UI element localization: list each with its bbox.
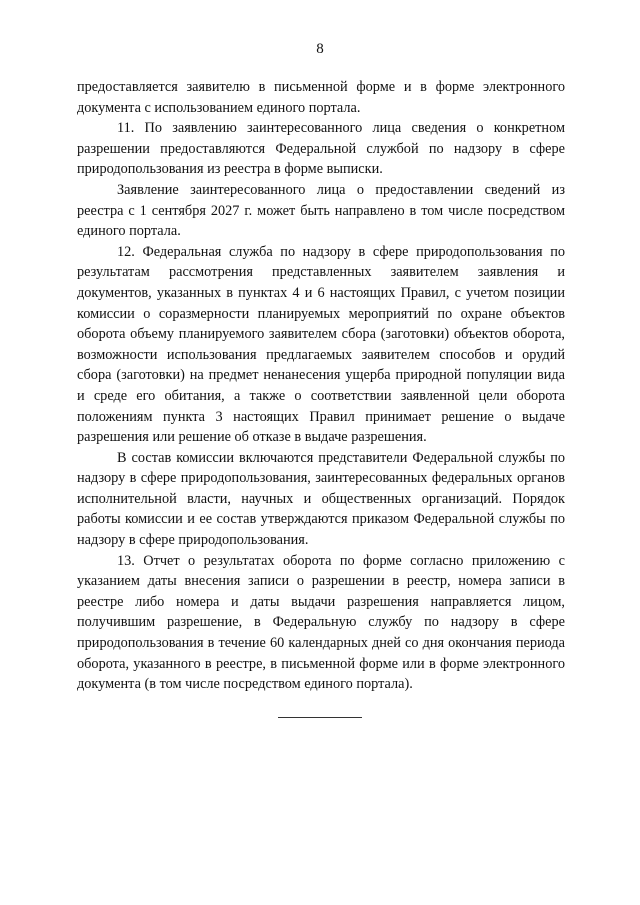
paragraph-continuation: предоставляется заявителю в письменной форме и в форме электронного документа с использованием единого портала. <box>77 79 565 116</box>
paragraph-registry-request: Заявление заинтересованного лица о предоставлении сведений из реестра с 1 сентября 2027 г. может быть направлено в том числе посредством единого портала. <box>77 181 565 240</box>
end-of-text-rule <box>278 717 362 718</box>
paragraph-item-11: 11. По заявлению заинтересованного лица сведения о конкретном разрешении предоставляются Федеральной службой по надзору в сфере природопользования из реестра в форме выписки. <box>77 120 565 178</box>
paragraph-item-13: 13. Отчет о результатах оборота по форме согласно приложению с указанием даты внесения записи о разрешении в реестр, номера записи в реестре либо номера и даты выдачи разрешения направляется лицом, получившим разрешение, в Федеральную службу по надзору в сфере природопользования в течение 60 календарных дней со дня окончания периода оборота, указанного в реестре, в письменной форме или в форме электронного документа (в том числе посредством единого портала). <box>77 552 565 693</box>
paragraph-item-12: 12. Федеральная служба по надзору в сфере природопользования по результатам рассмотрения представленных заявителем заявления и документов, указанных в пунктах 4 и 6 настоящих Правил, с учетом позиции комиссии о соразмерности планируемых мероприятий по охране объектов оборота объему планируемого заявителем сбора (заготовки) объектов оборота, возможности использования предлагаемых заявителем способов и орудий сбора (заготовки) на предмет ненанесения ущерба природной популяции вида и среде его обитания, а также о соответствии заявленной цели оборота положениям пункта 3 настоящих Правил принимает решение о выдаче разрешения или решение об отказе в выдаче разрешения. <box>77 243 565 446</box>
document-body <box>77 77 565 695</box>
page-number: 8 <box>316 41 324 57</box>
paragraph-commission-composition: В состав комиссии включаются представители Федеральной службы по надзору в сфере природопользования, заинтересованных федеральных органов исполнительной власти, научных и общественных организаций. Порядок работы комиссии и ее состав утверждаются приказом Федеральной службы по надзору в сфере природопользования. <box>77 449 565 549</box>
